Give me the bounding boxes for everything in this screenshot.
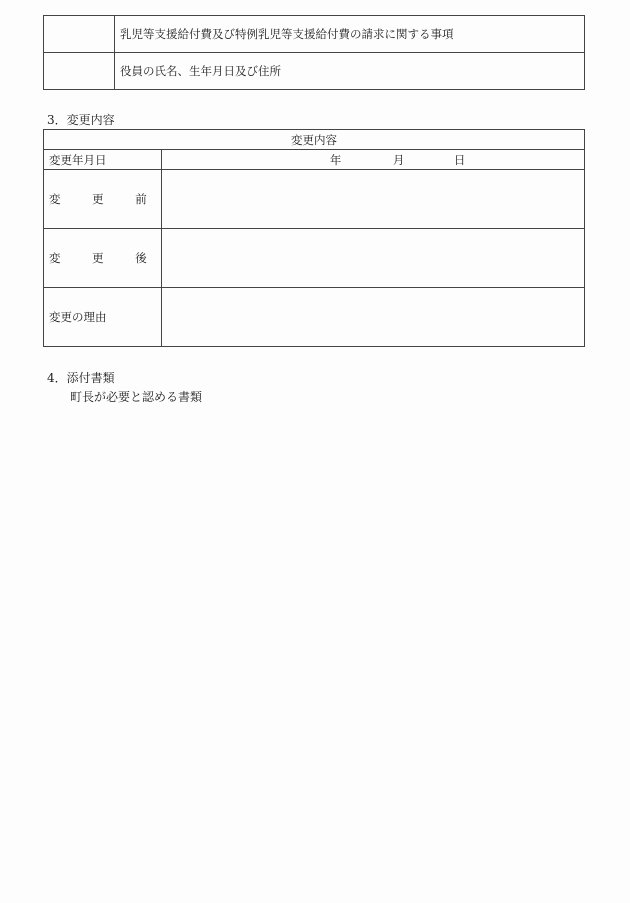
section-4-heading: 4．添付書類 <box>47 371 115 385</box>
table-header-row <box>44 130 585 150</box>
table-row <box>44 53 585 90</box>
top-table <box>43 15 585 90</box>
row-value-cell: 役員の氏名、生年月日及び住所 <box>115 53 585 90</box>
row-label-cell <box>44 16 115 53</box>
row-label-cell <box>44 53 115 90</box>
reason-label: 変更の理由 <box>44 288 162 347</box>
date-row <box>44 150 585 170</box>
date-label: 変更年月日 <box>44 150 162 170</box>
month-label: 月 <box>392 153 405 167</box>
before-row <box>44 170 585 229</box>
section-3-heading: 3．変更内容 <box>47 113 115 127</box>
before-value[interactable] <box>161 170 584 229</box>
table-row <box>44 16 585 53</box>
after-value[interactable] <box>161 229 584 288</box>
change-table <box>43 129 585 347</box>
after-label: 変 更 後 <box>44 229 162 288</box>
after-row <box>44 229 585 288</box>
reason-row <box>44 288 585 347</box>
change-table-header: 変更内容 <box>44 130 585 150</box>
year-label: 年 <box>329 153 342 167</box>
row-value-cell: 乳児等支援給付費及び特例乳児等支援給付費の請求に関する事項 <box>115 16 585 53</box>
before-label: 変 更 前 <box>44 170 162 229</box>
day-label: 日 <box>453 153 466 167</box>
section-4-body: 町長が必要と認める書類 <box>70 390 203 404</box>
reason-value[interactable] <box>161 288 584 347</box>
date-field[interactable] <box>161 150 584 170</box>
